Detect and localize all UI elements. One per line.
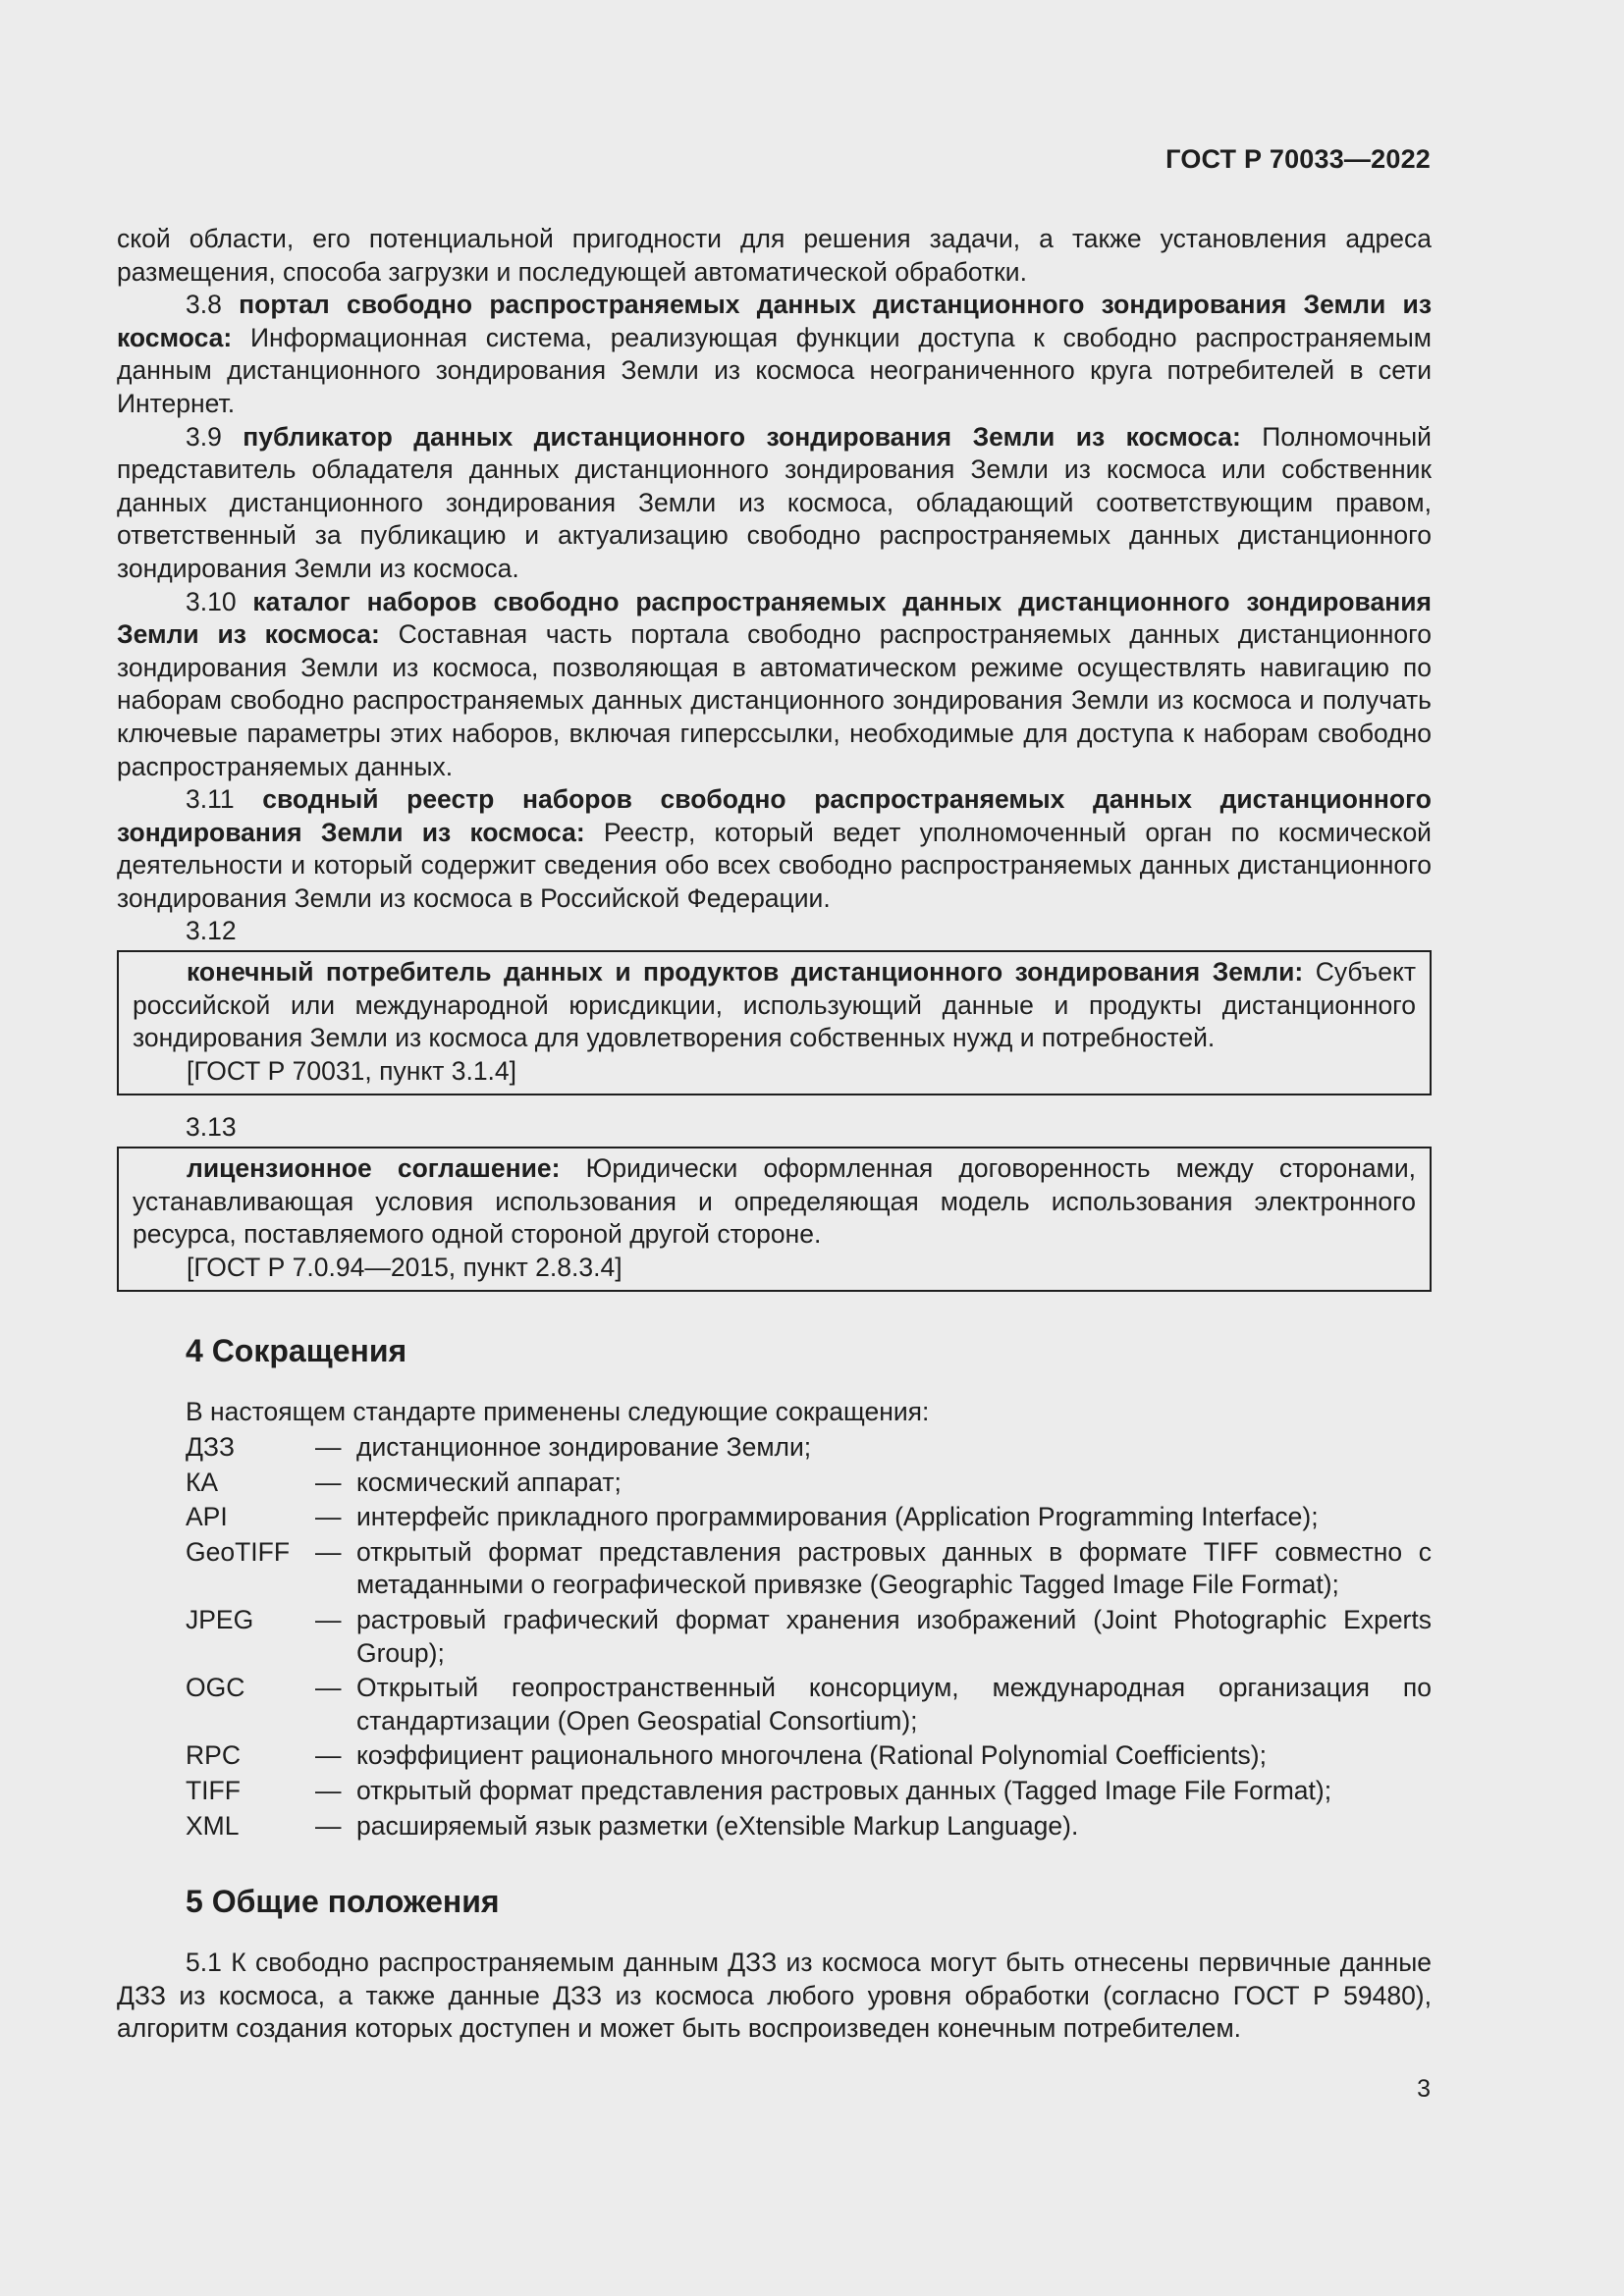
boxed-term-text bbox=[133, 1152, 1416, 1252]
term-3-11 bbox=[117, 783, 1432, 915]
term-definition: Субъект российской или международной юрисдикции, использующий данные и продукты дистанционного зондирования Земли из космоса для удовлетворения собственных нужд и потребностей. bbox=[133, 957, 1416, 1053]
abbreviation-item bbox=[186, 1739, 1432, 1773]
page-content bbox=[117, 223, 1432, 2046]
abbreviation-item bbox=[186, 1501, 1432, 1534]
abbreviation-item bbox=[186, 1431, 1432, 1465]
abbreviation-key: КА bbox=[186, 1467, 219, 1497]
abbreviation-text: открытый формат представления растровых данных (Tagged Image File Format); bbox=[356, 1775, 1332, 1805]
abbreviation-dash: — bbox=[315, 1673, 342, 1703]
abbreviation-text: дистанционное зондирование Земли; bbox=[356, 1432, 812, 1462]
term-title: сводный реестр наборов свободно распространяемых данных дистанционного зондирования Земли из космоса: bbox=[117, 784, 1432, 847]
abbreviation-key: TIFF bbox=[186, 1775, 241, 1805]
term-source: [ГОСТ Р 7.0.94—2015, пункт 2.8.3.4] bbox=[187, 1252, 623, 1282]
term-definition: Полномочный представитель обладателя данных дистанционного зондирования Земли из космоса или собственник данных дистанционного зондирования Земли из космоса, обладающий соответствующим правом, ответственный за публикацию и актуализацию свободно распространяемых данных дистанционного зондирования Земли из космоса. bbox=[117, 421, 1432, 583]
abbreviation-text: открытый формат представления растровых данных в формате TIFF совместно с метаданными о географической привязке (Geographic Tagged Image File Format); bbox=[356, 1536, 1432, 1600]
abbreviation-text: космический аппарат; bbox=[356, 1467, 622, 1497]
abbreviation-text: интерфейс прикладного программирования (Application Programming Interface); bbox=[356, 1502, 1319, 1532]
boxed-term-text bbox=[133, 956, 1416, 1055]
term-3-8 bbox=[117, 289, 1432, 420]
abbreviation-dash: — bbox=[315, 1740, 342, 1771]
abbreviation-dash: — bbox=[315, 1432, 342, 1462]
term-number: 3.9 bbox=[186, 421, 222, 452]
abbreviation-dash: — bbox=[315, 1502, 342, 1532]
term-number: 3.8 bbox=[186, 290, 222, 320]
term-definition: Реестр, который ведет уполномоченный орган по космической деятельности и который содержит сведения обо всех свободно распространяемых данных дистанционного зондирования Земли из космоса в Российской Федерации. bbox=[117, 817, 1432, 913]
abbreviation-dash: — bbox=[315, 1810, 342, 1841]
term-3-9 bbox=[117, 421, 1432, 586]
term-number: 3.10 bbox=[186, 586, 237, 616]
term-number-3-13: 3.13 bbox=[186, 1112, 237, 1143]
abbreviation-key: RPC bbox=[186, 1740, 241, 1771]
term-number: 3.11 bbox=[186, 784, 235, 815]
section-4-heading: 4 Сокращения bbox=[186, 1333, 407, 1369]
paragraph-5-1 bbox=[117, 1947, 1432, 2046]
page-number: 3 bbox=[1417, 2075, 1431, 2103]
abbreviation-dash: — bbox=[315, 1467, 342, 1497]
document-code-header: ГОСТ Р 70033—2022 bbox=[1165, 144, 1431, 174]
term-box-3-12 bbox=[117, 950, 1432, 1095]
abbreviation-dash: — bbox=[315, 1775, 342, 1805]
term-definition: Информационная система, реализующая функции доступа к свободно распространяемым данным дистанционного зондирования Земли из космоса неограниченного круга потребителей в сети Интернет. bbox=[117, 322, 1432, 418]
paragraph-number: 5.1 bbox=[186, 1948, 222, 1978]
term-title: конечный потребитель данных и продуктов дистанционного зондирования Земли: bbox=[187, 957, 1304, 988]
abbreviation-text: коэффициент рационального многочлена (Rational Polynomial Coefficients); bbox=[356, 1740, 1267, 1771]
term-title: публикатор данных дистанционного зондирования Земли из космоса: bbox=[243, 421, 1241, 452]
abbreviation-text: расширяемый язык разметки (eXtensible Markup Language). bbox=[356, 1810, 1079, 1841]
abbreviation-item bbox=[186, 1604, 1432, 1670]
continuation-paragraph: ской области, его потенциальной пригодности для решения задачи, а также установления адреса размещения, способа загрузки и последующей автоматической обработки. bbox=[117, 224, 1432, 287]
term-definition: Юридически оформленная договоренность между сторонами, устанавливающая условия использования и определяющая модель использования электронного ресурса, поставляемого одной стороной другой стороне. bbox=[133, 1153, 1416, 1250]
abbreviation-item bbox=[186, 1775, 1432, 1808]
term-title: портал свободно распространяемых данных дистанционного зондирования Земли из космоса: bbox=[117, 290, 1432, 352]
abbreviation-item bbox=[186, 1810, 1432, 1843]
abbreviation-text: Открытый геопространственный консорциум, международная организация по стандартизации (Open Geospatial Consortium); bbox=[356, 1673, 1432, 1735]
abbreviation-key: API bbox=[186, 1502, 228, 1532]
abbreviation-item bbox=[186, 1467, 1432, 1500]
abbreviation-item bbox=[186, 1672, 1432, 1737]
term-number-3-12: 3.12 bbox=[186, 916, 237, 946]
abbreviation-dash: — bbox=[315, 1604, 342, 1634]
abbreviation-dash: — bbox=[315, 1536, 342, 1567]
abbreviation-key: ДЗЗ bbox=[186, 1432, 235, 1462]
abbreviation-key: GeoTIFF bbox=[186, 1536, 291, 1567]
term-source: [ГОСТ Р 70031, пункт 3.1.4] bbox=[187, 1055, 517, 1086]
abbreviation-key: XML bbox=[186, 1810, 240, 1841]
paragraph-text: К свободно распространяемым данным ДЗЗ из космоса могут быть отнесены первичные данные ДЗЗ из космоса, а также данные ДЗЗ из космоса любого уровня обработки (согласно ГОСТ Р 59480), алгоритм создания которых доступен и может быть воспроизведен конечным потребителем. bbox=[117, 1948, 1432, 2044]
abbreviation-key: JPEG bbox=[186, 1604, 254, 1634]
term-definition: Составная часть портала свободно распространяемых данных дистанционного зондирования Земли из космоса, позволяющая в автоматическом режиме осуществлять навигацию по наборам свободно распространяемых данных дистанционного зондирования Земли из космоса и получать ключевые параметры этих наборов, включая гиперссылки, необходимые для доступа к наборам свободно распространяемых данных. bbox=[117, 619, 1432, 781]
term-title: каталог наборов свободно распространяемых данных дистанционного зондирования Земли из космоса: bbox=[117, 586, 1432, 650]
term-box-3-13 bbox=[117, 1147, 1432, 1292]
term-title: лицензионное соглашение: bbox=[187, 1153, 561, 1184]
abbreviation-item bbox=[186, 1536, 1432, 1602]
term-3-10 bbox=[117, 586, 1432, 784]
abbreviation-text: растровый графический формат хранения изображений (Joint Photographic Experts Group); bbox=[356, 1604, 1432, 1668]
abbreviations-intro: В настоящем стандарте применены следующие сокращения: bbox=[186, 1397, 930, 1427]
section-5-heading: 5 Общие положения bbox=[186, 1884, 500, 1920]
abbreviation-key: OGC bbox=[186, 1673, 245, 1703]
